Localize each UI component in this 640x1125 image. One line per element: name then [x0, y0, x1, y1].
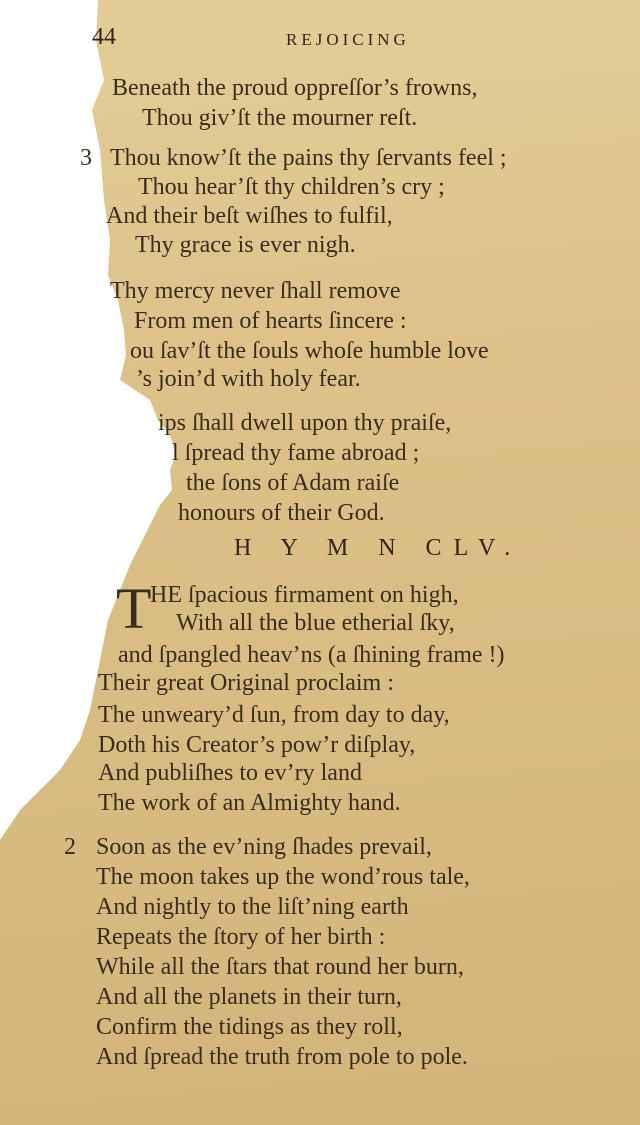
- hymn-title: H Y M N CLV.: [234, 535, 523, 561]
- running-head: REJOICING: [286, 30, 410, 49]
- page-number: 44: [92, 24, 116, 50]
- verse-line: ’s join’d with holy fear.: [136, 366, 361, 392]
- verse-line: Thy grace is ever nigh.: [135, 232, 356, 258]
- verse-line: The moon takes up the wond’rous tale,: [96, 864, 470, 890]
- verse-line: ou ſav’ſt the ſouls whoſe humble love: [130, 338, 489, 364]
- verse-line: And their beſt wiſhes to fulfil,: [106, 203, 393, 229]
- verse-line: Thou know’ſt the pains thy ſervants feel ;: [110, 145, 507, 171]
- verse-line: From men of hearts ſincere :: [134, 308, 407, 334]
- verse-line: Thou hear’ſt thy children’s cry ;: [138, 174, 445, 200]
- verse-line: And publiſhes to ev’ry land: [98, 760, 362, 786]
- verse-line: Beneath the proud oppreſſor’s frowns,: [112, 75, 478, 101]
- verse-line: Thy mercy never ſhall remove: [110, 278, 401, 304]
- verse-line: Doth his Creator’s pow’r diſplay,: [98, 732, 416, 758]
- verse-line: And nightly to the liſt’ning earth: [96, 894, 409, 920]
- verse-line: Confirm the tidings as they roll,: [96, 1014, 403, 1040]
- verse-line: HE ſpacious firmament on high,: [150, 582, 459, 608]
- verse-line: And all the planets in their turn,: [96, 984, 402, 1010]
- verse-line: The unweary’d ſun, from day to day,: [98, 702, 450, 728]
- verse-line: the ſons of Adam raiſe: [186, 470, 400, 496]
- verse-line: honours of their God.: [178, 500, 385, 526]
- verse-line: and ſpangled heav’ns (a ſhining frame !): [118, 642, 505, 668]
- stanza-number: 3: [80, 145, 92, 171]
- stanza-number: 2: [64, 834, 76, 860]
- verse-line: Soon as the ev’ning ſhades prevail,: [96, 834, 432, 860]
- verse-line: The work of an Almighty hand.: [98, 790, 401, 816]
- verse-line: l ſpread thy fame abroad ;: [172, 440, 420, 466]
- drop-cap: T: [116, 576, 152, 641]
- verse-line: Their great Original proclaim :: [98, 670, 394, 696]
- verse-line: Thou giv’ſt the mourner reſt.: [142, 105, 418, 131]
- verse-line: With all the blue etherial ſky,: [176, 610, 455, 636]
- verse-line: While all the ſtars that round her burn,: [96, 954, 464, 980]
- verse-line: Repeats the ſtory of her birth :: [96, 924, 386, 950]
- verse-line: ips ſhall dwell upon thy praiſe,: [158, 410, 452, 436]
- verse-line: And ſpread the truth from pole to pole.: [96, 1044, 468, 1070]
